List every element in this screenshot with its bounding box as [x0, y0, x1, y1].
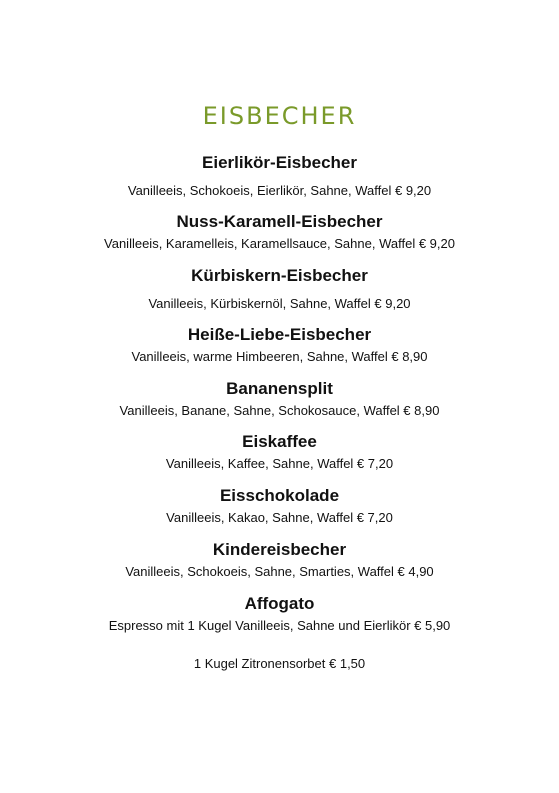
- menu-item-description: Vanilleeis, Schokoeis, Eierlikör, Sahne, Waffel € 9,20: [127, 183, 432, 198]
- menu-item-name: Heiße-Liebe-Eisbecher: [187, 325, 372, 344]
- menu-item: [0, 211, 559, 253]
- menu-item-name: Eiskaffee: [242, 432, 317, 451]
- menu-item-name: Kürbiskern-Eisbecher: [191, 266, 368, 285]
- menu-item-description: Vanilleeis, Kaffee, Sahne, Waffel € 7,20: [165, 456, 394, 471]
- menu-item: [0, 485, 559, 527]
- menu-item-description: Vanilleeis, Kürbiskernöl, Sahne, Waffel € 9,20: [148, 296, 411, 311]
- menu-item-description: Vanilleeis, Banane, Sahne, Schokosauce, Waffel € 8,90: [119, 403, 440, 418]
- menu-item: [0, 265, 559, 313]
- menu-item-description: Vanilleeis, warme Himbeeren, Sahne, Waffel € 8,90: [131, 349, 428, 364]
- menu-item: [0, 152, 559, 200]
- menu-item-name: Kindereisbecher: [212, 540, 347, 559]
- menu-item-description: Vanilleeis, Kakao, Sahne, Waffel € 7,20: [166, 510, 393, 525]
- menu-item: [0, 324, 559, 366]
- menu-item-name: Affogato: [244, 594, 315, 613]
- menu-item: [0, 378, 559, 420]
- menu-item-description: Espresso mit 1 Kugel Vanilleeis, Sahne und Eierlikör € 5,90: [108, 618, 451, 633]
- menu-item-name: Eisschokolade: [219, 486, 340, 505]
- menu-item-description: Vanilleeis, Schokoeis, Sahne, Smarties, Waffel € 4,90: [125, 564, 434, 579]
- menu-item-name: Bananensplit: [226, 379, 333, 398]
- menu-item-description: Vanilleeis, Karamelleis, Karamellsauce, Sahne, Waffel € 9,20: [104, 236, 455, 251]
- menu-item-name: Nuss-Karamell-Eisbecher: [176, 212, 383, 231]
- menu-item-name: Eierlikör-Eisbecher: [202, 153, 357, 172]
- menu-item: [0, 593, 559, 635]
- menu-item: [0, 431, 559, 473]
- menu-item: [0, 539, 559, 581]
- menu-title: EISBECHER: [202, 102, 357, 130]
- footnote: 1 Kugel Zitronensorbet € 1,50: [193, 656, 366, 671]
